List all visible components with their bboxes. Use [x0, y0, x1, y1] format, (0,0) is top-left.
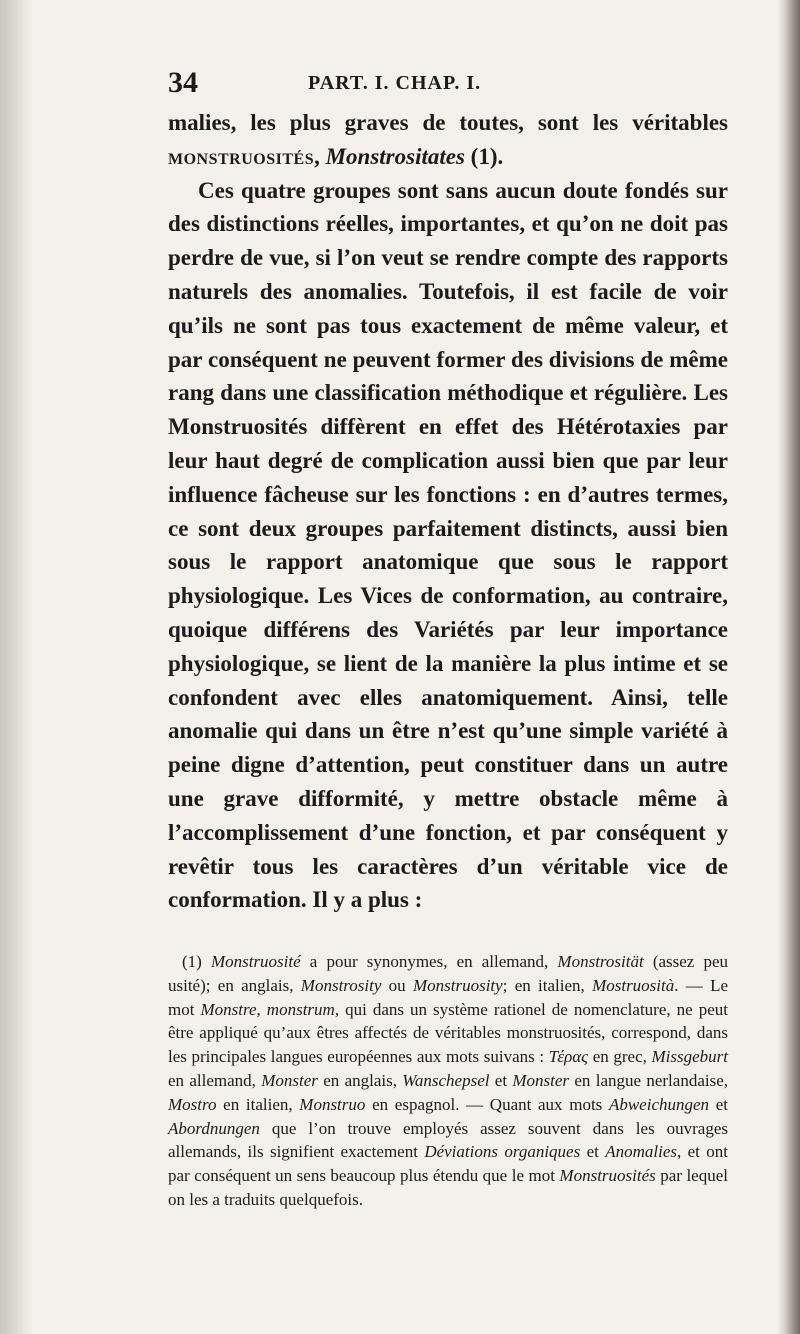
main-text	[168, 106, 728, 917]
fn-italic: Monstruosité	[210, 952, 301, 971]
small-caps-term: monstruosités	[168, 143, 315, 169]
fn-italic: Wanschepsel	[402, 1070, 490, 1090]
text-run: ,	[314, 143, 326, 169]
fn-run: (assez peu usité); en anglais,	[168, 952, 729, 995]
fn-italic: Abweichungen	[608, 1094, 710, 1114]
fn-italic: Missgeburt	[651, 1047, 728, 1067]
paragraph-2: Ces quatre groupes sont sans aucun doute fondés sur des distinctions réelles, importantes, et qu’on ne doit pas perdre de vue, si l’on veut se rendre compte des rapports naturels des anomalies. Toutefois, il est facile de voir qu’ils ne sont pas tous exactement de même valeur, et par conséquent ne peuvent former des divisions de même rang dans une classification méthodique et régulière. Les Monstruosités diffèrent en effet des Hétérotaxies par leur haut degré de complication aussi bien que par leur influence fâcheuse sur les fonctions : en d’autres termes, ce sont deux groupes parfaitement distincts, aussi bien sous le rapport anatomique que sous le rapport physiologique. Les Vices de conformation, au contraire, quoique différens des Variétés par leur importance physiologique, se lient de la manière la plus intime et se confondent avec elles anatomiquement. Ainsi, telle anomalie qui dans un être n’est qu’une simple variété à peine digne d’attention, peut constituer dans un autre une grave difformité, y mettre obstacle même à l’accomplissement d’une fonction, et par conséquent y revêtir tous les caractères d’un véritable vice de conformation. Il y a plus :	[168, 177, 728, 913]
fn-italic: Monstrosität	[557, 952, 644, 971]
text-run: (1).	[464, 143, 504, 169]
fn-run: , et ont par conséquent un sens beaucoup plus étendu que le mot	[168, 1142, 728, 1186]
fn-run: en anglais,	[317, 1070, 403, 1090]
fn-italic: Monstre	[200, 999, 257, 1019]
page-number: 34	[168, 66, 198, 99]
fn-italic: Τέρας	[548, 1047, 589, 1067]
fn-run: et	[709, 1094, 728, 1114]
fn-italic: Déviations organiques	[424, 1142, 581, 1162]
fn-run: ; en italien,	[502, 975, 593, 995]
fn-italic: Abordnungen	[168, 1118, 260, 1138]
fn-run: a pour synonymes, en allemand,	[300, 952, 558, 971]
fn-run: (1)	[182, 952, 211, 971]
running-head: PART. I. CHAP. I.	[308, 72, 482, 94]
fn-run: par lequel on les a traduits quelquefois.	[168, 1166, 728, 1209]
italic-term: Monstrositates	[325, 143, 465, 169]
fn-run: que l’on trouve employés assez souvent dans les ouvrages allemands, ils signifient exactement	[168, 1118, 728, 1162]
fn-italic: Monster	[261, 1070, 318, 1090]
fn-run: en grec,	[588, 1047, 652, 1067]
page-gutter-shadow	[0, 0, 34, 1334]
page-header	[168, 66, 728, 100]
footnote-1	[168, 950, 728, 1212]
fn-run: , qui dans un système rationel de nomenclature, ne peut être appliqué qu’aux êtres affectés de véritables monstruosités, correspond, dans les principales langues européennes aux mots suivans :	[168, 999, 729, 1067]
fn-italic: Monstruosités	[559, 1166, 656, 1186]
text-run: malies, les plus graves de toutes, sont les véritables	[168, 110, 728, 135]
fn-run: en langue nerlandaise,	[569, 1070, 729, 1090]
fn-italic: Monster	[512, 1070, 570, 1090]
fn-run: et	[489, 1070, 513, 1090]
fn-run: ,	[256, 999, 267, 1019]
fn-italic: Monstruo	[299, 1094, 366, 1114]
fn-run: ou	[381, 975, 413, 995]
fn-run: . — Le mot	[168, 975, 728, 1019]
footnote	[168, 950, 728, 1212]
fn-run: en italien,	[216, 1094, 300, 1114]
fn-italic: Mostruosità	[592, 975, 675, 995]
fn-run: en espagnol. — Quant aux mots	[365, 1094, 609, 1114]
fn-run: et	[580, 1142, 606, 1162]
fn-italic: Monstrosity	[300, 975, 382, 995]
page-edge-shadow	[778, 0, 800, 1334]
fn-italic: Monstruosity	[412, 975, 503, 995]
fn-italic: monstrum	[266, 999, 335, 1019]
fn-italic: Mostro	[168, 1094, 217, 1114]
fn-run: en allemand,	[168, 1070, 262, 1090]
fn-italic: Anomalies	[605, 1142, 677, 1162]
paragraph-1	[168, 106, 728, 174]
